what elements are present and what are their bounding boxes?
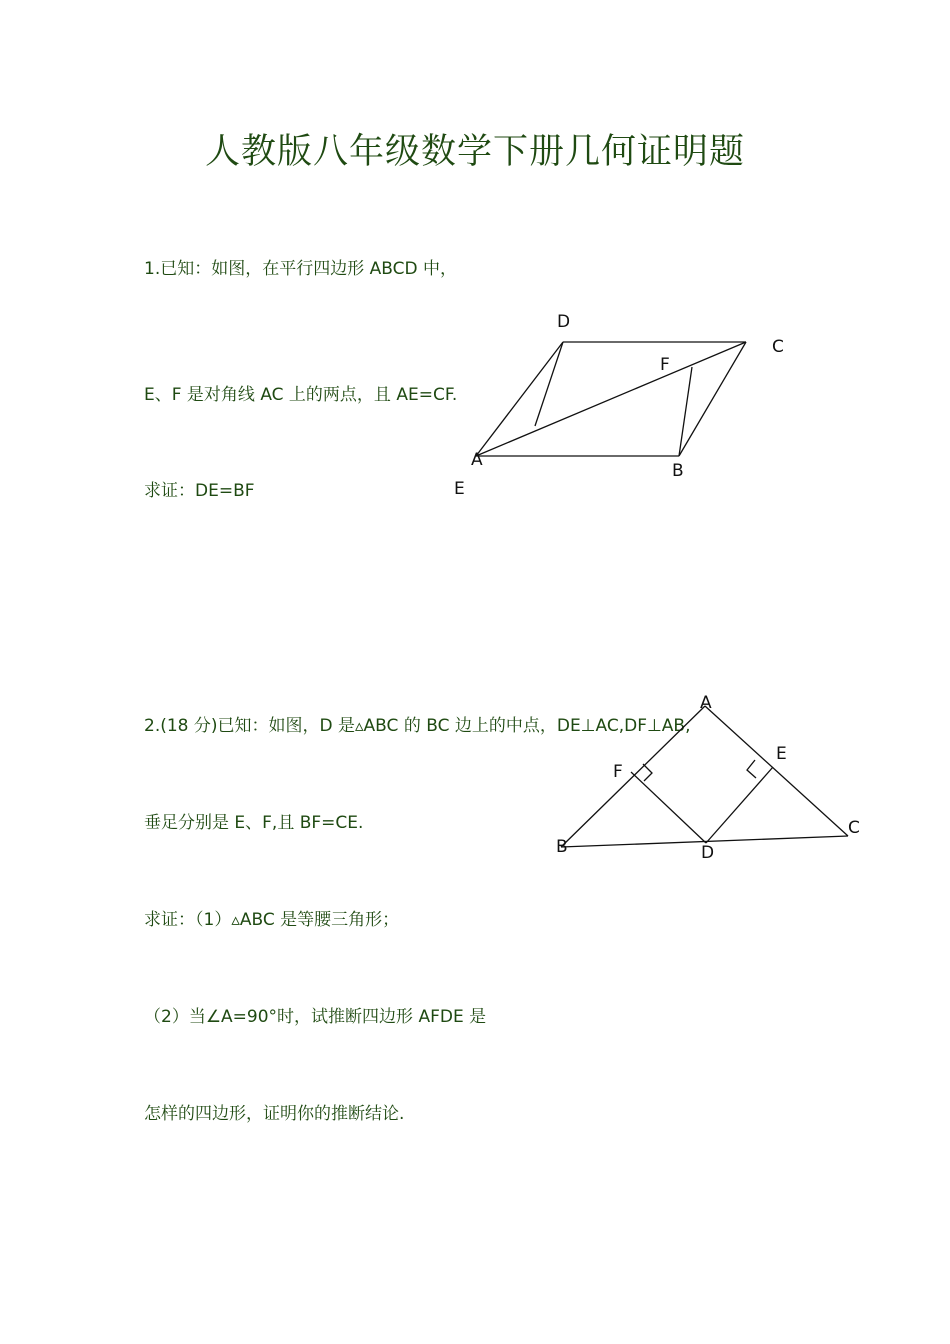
right-angle-mark-f — [643, 764, 652, 781]
right-angle-mark-e — [747, 760, 756, 778]
label-e: E — [454, 479, 465, 499]
problem1-condition: E、F 是对角线 AC 上的两点，且 AE=CF. — [144, 385, 458, 405]
label-b: B — [556, 837, 568, 857]
label-a: A — [700, 693, 712, 713]
problem2-prove-part2: （2）当∠A=90°时，试推断四边形 AFDE 是 — [144, 1007, 487, 1027]
label-d: D — [557, 312, 571, 332]
label-d: D — [701, 843, 715, 863]
label-f: F — [660, 355, 670, 375]
problem1-prove: 求证：DE=BF — [144, 481, 255, 501]
problem1-given: 1.已知：如图，在平行四边形 ABCD 中， — [144, 259, 457, 279]
problem2-condition: 垂足分别是 E、F,且 BF=CE. — [144, 813, 364, 833]
problem2-prove-part1: 求证：（1）▵ABC 是等腰三角形； — [144, 910, 400, 930]
problem2-prove-part2-cont: 怎样的四边形，证明你的推断结论. — [144, 1104, 405, 1124]
label-e: E — [776, 744, 787, 764]
label-a: A — [471, 450, 483, 470]
label-f: F — [613, 762, 623, 782]
page-title: 人教版八年级数学下册几何证明题 — [204, 132, 745, 172]
label-c: C — [772, 337, 784, 357]
segment-ac — [705, 706, 848, 836]
segment-df — [631, 772, 706, 843]
segment-ab — [561, 706, 705, 847]
label-c: C — [848, 818, 860, 838]
segment-de — [706, 767, 773, 843]
problem2-given: 2.(18 分)已知：如图，D 是▵ABC 的 BC 边上的中点，DE⊥AC,DF⊥AB, — [144, 716, 691, 736]
label-b: B — [672, 461, 684, 481]
